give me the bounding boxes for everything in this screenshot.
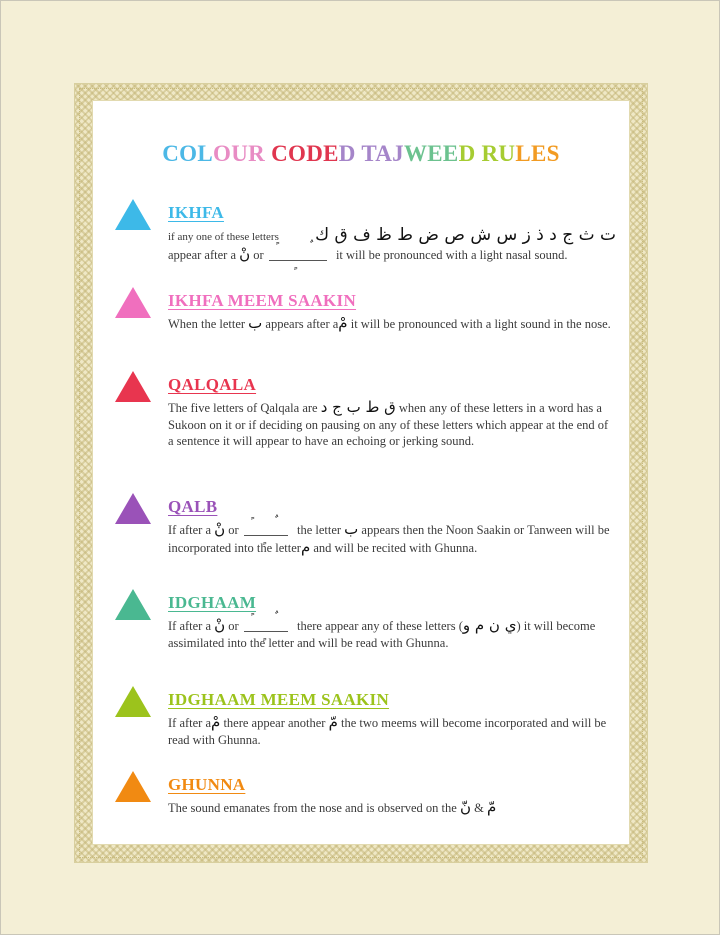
rule-heading: IKHFA: [168, 203, 224, 222]
rule-description: When the letter ب appears after aمْ it will be pronounced with a light sound in the nose.: [168, 314, 611, 332]
meem-glyph: م: [300, 537, 311, 556]
rule-heading: IKHFA MEEM SAAKIN: [168, 291, 357, 310]
noon-shadda-glyph: نّ: [459, 798, 471, 816]
tanween-glyph: [244, 521, 288, 536]
triangle-icon: [115, 493, 151, 524]
rule-heading: IDGHAAM MEEM SAAKIN: [168, 690, 390, 709]
rule-heading: GHUNNA: [168, 775, 246, 794]
noon-saakin-glyph: نْ: [239, 244, 251, 263]
noon-saakin-glyph: نْ: [214, 616, 226, 634]
title-segment: COL: [162, 141, 214, 166]
tanween-glyph: [244, 617, 288, 632]
triangle-icon: [115, 199, 151, 230]
rule-description: The sound emanates from the nose and is observed on the نّ & مّ: [168, 798, 497, 816]
title-segment: D RU: [458, 141, 516, 166]
decorative-border: [74, 83, 648, 863]
noon-saakin-glyph: نْ: [214, 520, 226, 538]
rule-heading: QALB: [168, 497, 218, 516]
arabic-letters: ي ن م و: [462, 616, 517, 634]
meem-shadda-glyph: مّ: [328, 713, 338, 731]
page-panel: [92, 100, 630, 845]
baa-glyph: ب: [344, 520, 359, 538]
meem-saakin-glyph: مْ: [211, 713, 221, 731]
title-segment: CODE: [271, 141, 339, 166]
rule-heading: IDGHAAM: [168, 593, 257, 612]
title-segment: LES: [515, 141, 560, 166]
arabic-letters: ت ث ج د ذ ز س ش ص ض ط ظ ف ق ك: [315, 225, 616, 245]
page-title: [93, 141, 629, 167]
tanween-glyph: [269, 246, 327, 261]
baa-glyph: ب: [248, 314, 263, 332]
title-segment: OUR: [213, 141, 266, 166]
rule-heading: QALQALA: [168, 375, 257, 394]
triangle-icon: [115, 371, 151, 402]
rule-description: If after a نْ or there appear any of these letters (ي ن م و) it will become assimilated into the letter and will be read with Ghunna.: [168, 616, 596, 650]
triangle-icon: [115, 589, 151, 620]
meem-shadda-glyph: مّ: [486, 798, 497, 816]
meem-saakin-glyph: مْ: [338, 314, 348, 332]
title-segment: D: [338, 141, 356, 166]
title-segment: TAJ: [361, 141, 404, 166]
arabic-letters: ق ط ب ج د: [320, 398, 396, 416]
triangle-icon: [115, 686, 151, 717]
triangle-icon: [115, 287, 151, 318]
title-segment: WEE: [403, 141, 459, 166]
triangle-icon: [115, 771, 151, 802]
rule-description: If after aمْ there appear another مّ the two meems will become incorporated and will be read with Ghunna.: [168, 713, 607, 747]
rule-description: if any one of these letters ت ث ج د ذ ز س ش ص ض ط ظ ف ق ك appear after a نْ or it will be pronounced with a light nasal sound.: [168, 225, 616, 263]
rule-description: If after a نْ or the letter ب appears then the Noon Saakin or Tanween will be incorporated into the letterم and will be recited with Ghunna.: [168, 520, 610, 556]
rule-description: The five letters of Qalqala are ق ط ب ج د when any of these letters in a word has a Sukoon on it or if deciding on pausing on any of these letters which appear at the end of a sentence it will appear to have an echoing or jerking sound.: [168, 398, 609, 448]
